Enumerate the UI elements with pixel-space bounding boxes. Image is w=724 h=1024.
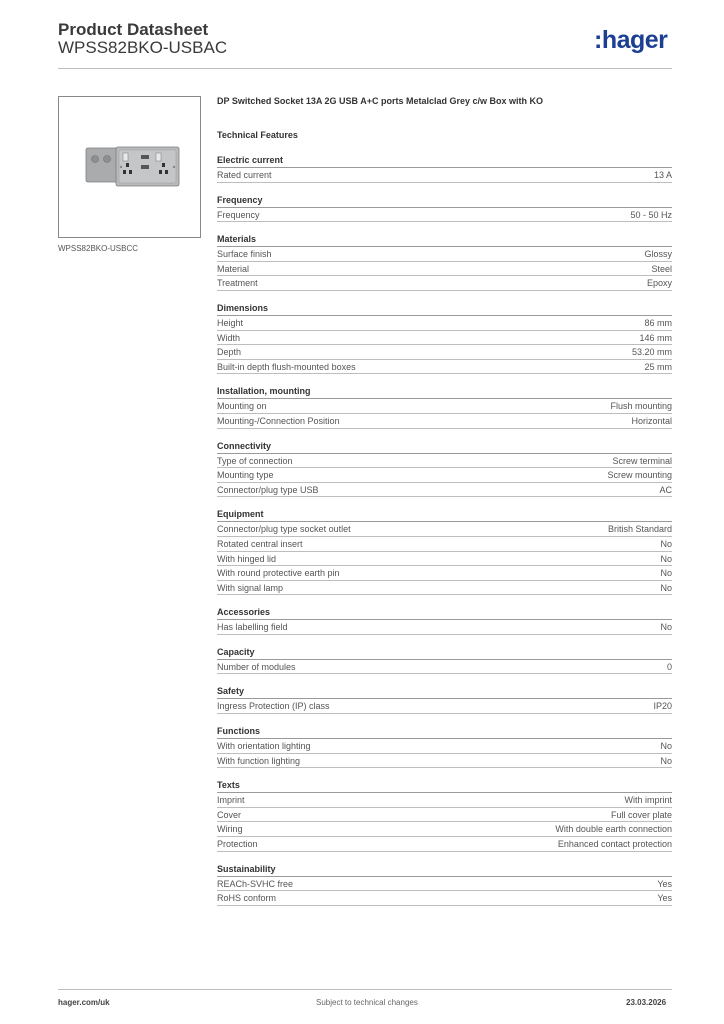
feature-row xyxy=(217,399,672,414)
feature-label: Surface finish xyxy=(217,249,272,260)
feature-row xyxy=(217,414,672,429)
section-heading: Dimensions xyxy=(217,302,672,316)
feature-label: Frequency xyxy=(217,209,260,220)
feature-value: No xyxy=(660,755,672,766)
feature-label: Mounting type xyxy=(217,470,274,481)
feature-row xyxy=(217,168,672,183)
feature-label: Cover xyxy=(217,809,242,820)
feature-section xyxy=(217,646,672,675)
feature-label: Built-in depth flush-mounted boxes xyxy=(217,361,356,372)
feature-value: 25 mm xyxy=(644,361,672,372)
feature-section xyxy=(217,302,672,374)
feature-row xyxy=(217,483,672,498)
feature-row xyxy=(217,262,672,277)
feature-label: Width xyxy=(217,332,241,343)
feature-value: Steel xyxy=(651,263,672,274)
feature-value: 86 mm xyxy=(644,317,672,328)
feature-value: No xyxy=(660,538,672,549)
feature-row xyxy=(217,552,672,567)
feature-value: 50 - 50 Hz xyxy=(630,209,672,220)
feature-value: Glossy xyxy=(644,249,672,260)
feature-label: Has labelling field xyxy=(217,622,288,633)
feature-label: Height xyxy=(217,317,244,328)
section-heading: Materials xyxy=(217,233,672,247)
feature-value: 53.20 mm xyxy=(631,347,672,358)
feature-section xyxy=(217,606,672,635)
feature-label: With round protective earth pin xyxy=(217,568,340,579)
section-heading: Installation, mounting xyxy=(217,385,672,399)
feature-row xyxy=(217,537,672,552)
feature-row xyxy=(217,660,672,675)
feature-row xyxy=(217,454,672,469)
feature-value: No xyxy=(660,622,672,633)
section-heading: Connectivity xyxy=(217,440,672,454)
feature-section xyxy=(217,685,672,714)
product-code: WPSS82BKO-USBAC xyxy=(58,38,228,57)
section-heading: Equipment xyxy=(217,508,672,522)
feature-section xyxy=(217,440,672,498)
feature-value: British Standard xyxy=(607,524,672,535)
feature-value: No xyxy=(660,741,672,752)
section-heading: Functions xyxy=(217,725,672,739)
feature-label: Material xyxy=(217,263,250,274)
technical-features-table xyxy=(217,154,672,917)
feature-label: Rated current xyxy=(217,170,272,180)
feature-row xyxy=(217,276,672,291)
feature-label: Protection xyxy=(217,839,258,850)
feature-row xyxy=(217,345,672,360)
feature-value: Flush mounting xyxy=(610,401,672,412)
feature-value: Full cover plate xyxy=(610,809,672,820)
feature-row xyxy=(217,208,672,223)
feature-section xyxy=(217,725,672,768)
feature-value: With imprint xyxy=(624,795,672,806)
feature-label: With hinged lid xyxy=(217,553,277,564)
feature-row xyxy=(217,891,672,906)
header-divider xyxy=(58,68,672,69)
feature-row xyxy=(217,316,672,331)
feature-value: No xyxy=(660,582,672,593)
feature-label: Treatment xyxy=(217,278,258,289)
section-heading: Sustainability xyxy=(217,863,672,877)
feature-row xyxy=(217,793,672,808)
feature-row xyxy=(217,247,672,262)
feature-row xyxy=(217,699,672,714)
feature-label: With function lighting xyxy=(217,755,301,766)
footer-website: hager.com/uk xyxy=(58,998,110,1007)
feature-row xyxy=(217,739,672,754)
feature-section xyxy=(217,233,672,291)
section-heading: Accessories xyxy=(217,606,672,620)
feature-section xyxy=(217,508,672,595)
feature-value: No xyxy=(660,568,672,579)
product-title: DP Switched Socket 13A 2G USB A+C ports Metalclad Grey c/w Box with KO xyxy=(217,96,544,106)
feature-value: Yes xyxy=(657,893,672,904)
feature-section xyxy=(217,385,672,428)
feature-label: Number of modules xyxy=(217,661,296,672)
feature-label: With orientation lighting xyxy=(217,741,311,752)
feature-value: 0 xyxy=(666,661,672,672)
feature-label: With signal lamp xyxy=(217,582,284,593)
feature-label: RoHS conform xyxy=(217,893,277,904)
feature-row xyxy=(217,581,672,596)
socket-illustration xyxy=(59,97,200,237)
feature-row xyxy=(217,331,672,346)
feature-value: AC xyxy=(659,484,672,495)
footer-date: 23.03.2026 xyxy=(626,998,667,1007)
feature-label: Ingress Protection (IP) class xyxy=(217,701,330,712)
feature-value: No xyxy=(660,553,672,564)
product-image xyxy=(58,96,201,238)
image-caption: WPSS82BKO-USBCC xyxy=(58,244,139,253)
section-heading: Texts xyxy=(217,779,672,793)
feature-section xyxy=(217,863,672,906)
section-heading: Safety xyxy=(217,685,672,699)
section-heading: Frequency xyxy=(217,194,672,208)
feature-label: Connector/plug type USB xyxy=(217,484,319,495)
feature-value: Horizontal xyxy=(631,415,672,426)
feature-label: Imprint xyxy=(217,795,245,806)
feature-row xyxy=(217,877,672,892)
section-heading: Capacity xyxy=(217,646,672,660)
feature-row xyxy=(217,808,672,823)
section-heading: Electric current xyxy=(217,154,672,168)
feature-value: Enhanced contact protection xyxy=(557,839,672,850)
technical-features-heading: Technical Features xyxy=(217,130,298,140)
hager-logo: :hager xyxy=(594,26,668,54)
feature-value: 146 mm xyxy=(639,332,672,343)
feature-label: Type of connection xyxy=(217,455,293,466)
feature-value: With double earth connection xyxy=(555,824,672,835)
feature-label: REACh-SVHC free xyxy=(217,878,294,889)
feature-label: Connector/plug type socket outlet xyxy=(217,524,351,535)
feature-row xyxy=(217,822,672,837)
feature-row xyxy=(217,837,672,852)
feature-value: Screw mounting xyxy=(607,470,672,481)
feature-label: Wiring xyxy=(217,824,243,835)
feature-label: Mounting-/Connection Position xyxy=(217,415,340,426)
feature-value: Screw terminal xyxy=(612,455,672,466)
feature-value: Epoxy xyxy=(646,278,672,289)
feature-label: Mounting on xyxy=(217,401,267,412)
feature-value: Yes xyxy=(657,878,672,889)
feature-section xyxy=(217,154,672,183)
feature-label: Rotated central insert xyxy=(217,538,303,549)
feature-row xyxy=(217,468,672,483)
feature-row xyxy=(217,754,672,769)
feature-section xyxy=(217,779,672,851)
page-title: Product Datasheet xyxy=(58,20,209,39)
feature-section xyxy=(217,194,672,223)
feature-label: Depth xyxy=(217,347,242,358)
feature-row xyxy=(217,566,672,581)
feature-value: 13 A xyxy=(653,170,672,180)
feature-row xyxy=(217,360,672,375)
feature-value: IP20 xyxy=(653,701,672,712)
footer-divider xyxy=(58,989,672,990)
footer-disclaimer: Subject to technical changes xyxy=(316,998,418,1007)
feature-row xyxy=(217,620,672,635)
feature-row xyxy=(217,522,672,537)
